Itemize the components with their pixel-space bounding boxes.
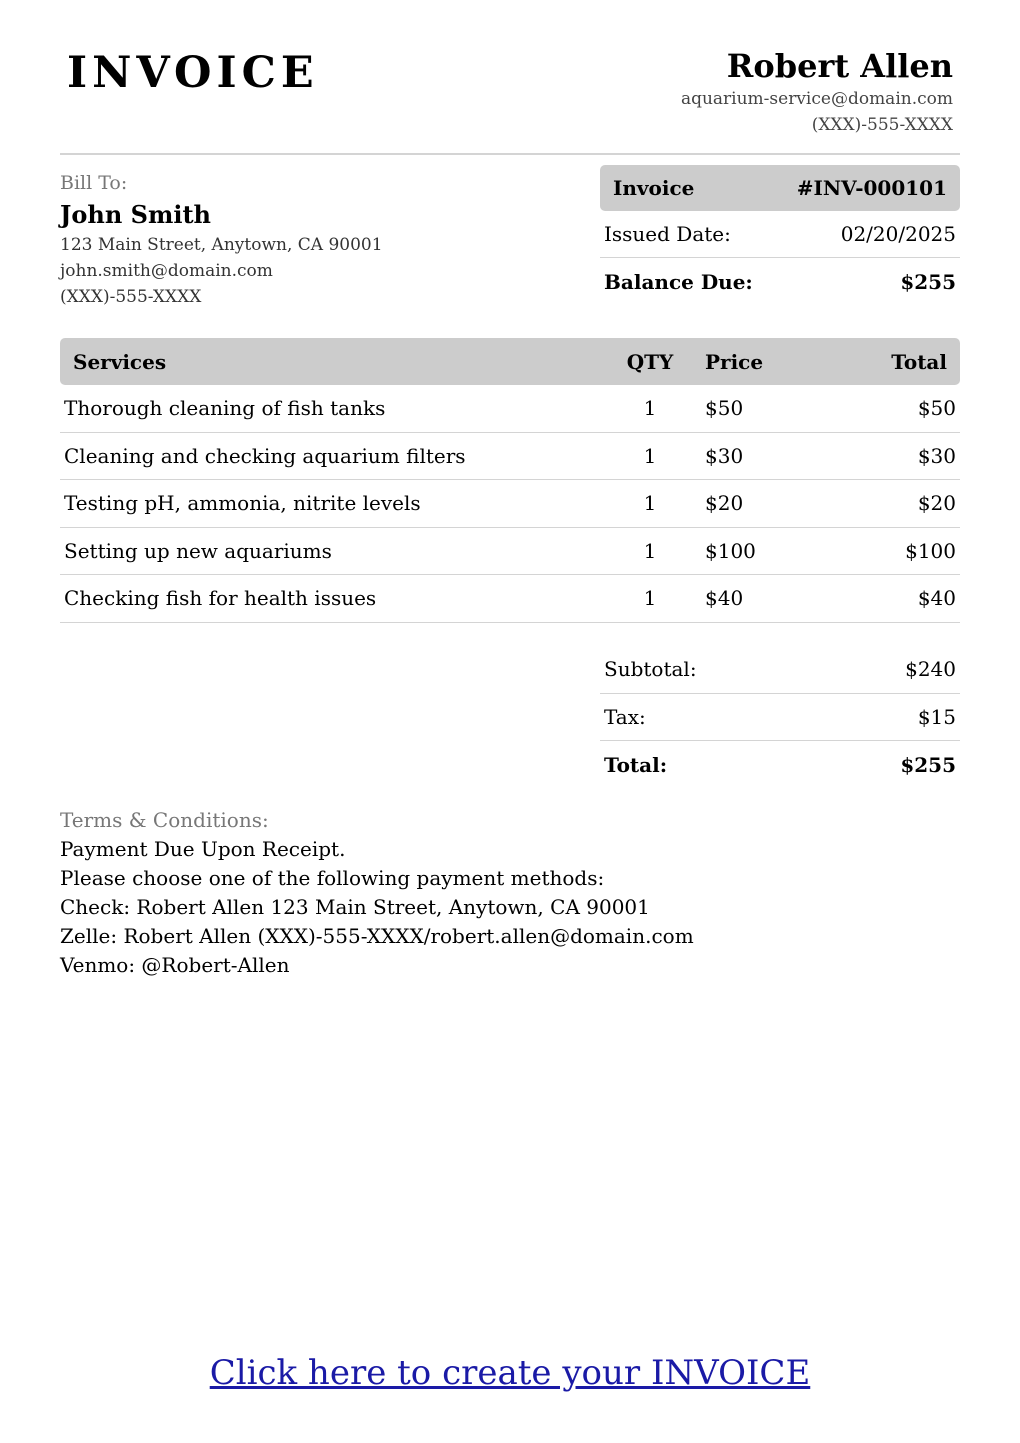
header-divider bbox=[60, 153, 960, 155]
sender-phone: (XXX)-555-XXXX bbox=[811, 115, 953, 135]
subtotal-value: $240 bbox=[905, 657, 956, 682]
totals-block bbox=[600, 646, 960, 789]
service-cell: Cleaning and checking aquarium filters bbox=[64, 443, 466, 468]
cta-container bbox=[0, 1350, 1020, 1396]
tax-value: $15 bbox=[917, 704, 956, 729]
total-cell: $40 bbox=[917, 586, 956, 611]
terms-line: Check: Robert Allen 123 Main Street, Anytown, CA 90001 bbox=[60, 895, 650, 919]
grand-total-row bbox=[600, 741, 960, 789]
header-services: Services bbox=[73, 349, 167, 374]
service-cell: Setting up new aquariums bbox=[64, 538, 332, 563]
sender-name: Robert Allen bbox=[726, 47, 953, 85]
terms-line: Please choose one of the following payment methods: bbox=[60, 866, 605, 890]
service-cell: Testing pH, ammonia, nitrite levels bbox=[64, 491, 421, 516]
price-cell: $40 bbox=[705, 586, 744, 611]
total-cell: $30 bbox=[917, 443, 956, 468]
header-total: Total bbox=[891, 349, 947, 374]
subtotal-row bbox=[600, 646, 960, 694]
bill-to-label: Bill To: bbox=[60, 172, 128, 194]
price-cell: $20 bbox=[705, 491, 744, 516]
total-cell: $50 bbox=[917, 396, 956, 421]
price-cell: $50 bbox=[705, 396, 744, 421]
subtotal-label: Subtotal: bbox=[604, 657, 697, 682]
terms-line: Payment Due Upon Receipt. bbox=[60, 837, 346, 861]
terms-block bbox=[60, 806, 694, 980]
sender-block bbox=[681, 46, 953, 138]
terms-label: Terms & Conditions: bbox=[60, 808, 269, 832]
table-row bbox=[60, 575, 960, 623]
qty-cell: 1 bbox=[643, 443, 657, 468]
table-row bbox=[60, 480, 960, 528]
header-price: Price bbox=[705, 349, 764, 374]
header-qty: QTY bbox=[626, 349, 674, 374]
service-cell: Checking fish for health issues bbox=[64, 586, 377, 611]
total-cell: $100 bbox=[905, 538, 956, 563]
document-title: INVOICE bbox=[67, 48, 319, 98]
client-phone: (XXX)-555-XXXX bbox=[60, 287, 202, 307]
balance-due-row bbox=[600, 258, 960, 305]
balance-due-label: Balance Due: bbox=[604, 269, 753, 294]
grand-total-label: Total: bbox=[604, 752, 668, 777]
invoice-label: Invoice bbox=[613, 176, 695, 200]
qty-cell: 1 bbox=[643, 586, 657, 611]
invoice-meta bbox=[600, 165, 960, 305]
balance-due-value: $255 bbox=[900, 269, 956, 294]
create-invoice-link[interactable]: Click here to create your INVOICE bbox=[209, 1353, 811, 1393]
issued-date-value: 02/20/2025 bbox=[840, 222, 956, 246]
qty-cell: 1 bbox=[643, 538, 657, 563]
client-name: John Smith bbox=[60, 200, 211, 229]
issued-date-row bbox=[600, 211, 960, 258]
table-row bbox=[60, 385, 960, 433]
invoice-number-header bbox=[600, 165, 960, 211]
qty-cell: 1 bbox=[643, 491, 657, 516]
tax-label: Tax: bbox=[604, 704, 646, 729]
qty-cell: 1 bbox=[643, 396, 657, 421]
table-row bbox=[60, 528, 960, 576]
issued-date-label: Issued Date: bbox=[604, 222, 731, 246]
services-table bbox=[60, 338, 960, 623]
sender-email: aquarium-service@domain.com bbox=[680, 89, 953, 109]
terms-line: Zelle: Robert Allen (XXX)-555-XXXX/robert.allen@domain.com bbox=[60, 924, 694, 948]
table-header bbox=[60, 338, 960, 385]
price-cell: $30 bbox=[705, 443, 744, 468]
client-address: 123 Main Street, Anytown, CA 90001 bbox=[60, 235, 383, 255]
invoice-number: #INV-000101 bbox=[796, 176, 947, 200]
client-email: john.smith@domain.com bbox=[60, 261, 273, 281]
table-row bbox=[60, 433, 960, 481]
total-cell: $20 bbox=[917, 491, 956, 516]
tax-row bbox=[600, 694, 960, 742]
bill-to-block bbox=[60, 170, 383, 310]
grand-total-value: $255 bbox=[900, 752, 956, 777]
price-cell: $100 bbox=[705, 538, 756, 563]
service-cell: Thorough cleaning of fish tanks bbox=[64, 396, 386, 421]
terms-line: Venmo: @Robert-Allen bbox=[60, 953, 290, 977]
